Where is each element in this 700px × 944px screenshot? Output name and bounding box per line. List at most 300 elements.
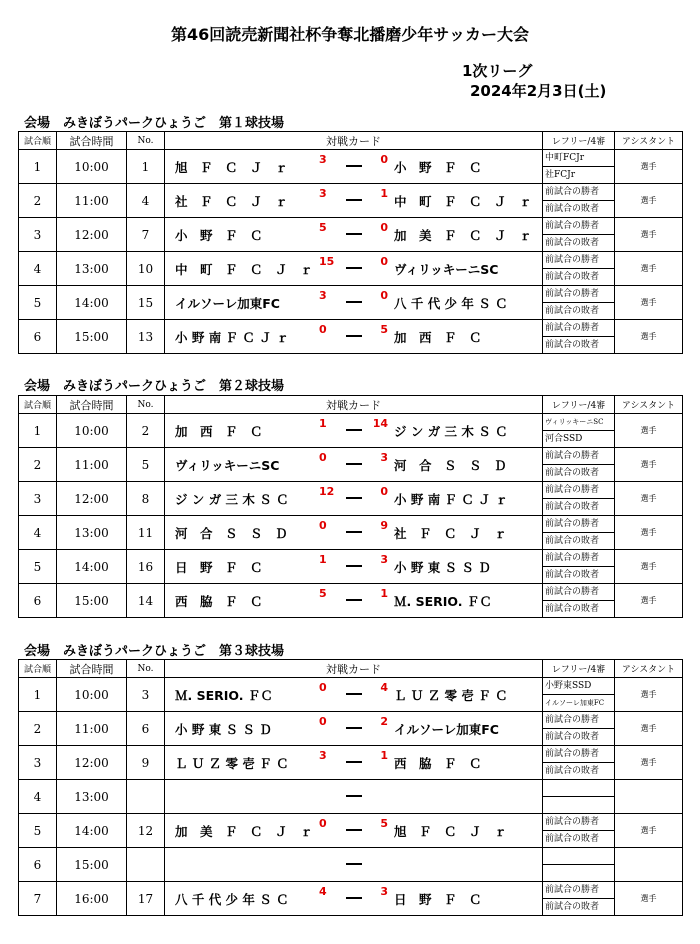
away-score: 1 <box>380 187 388 200</box>
match-time: 14:00 <box>57 814 127 848</box>
referee-cell <box>543 320 615 354</box>
match-card <box>165 712 543 746</box>
match-card <box>165 448 543 482</box>
match-time: 12:00 <box>57 218 127 252</box>
referee-fourth: 前試合の敗者 <box>545 604 600 614</box>
col-header-referee: レフリー/4審 <box>543 660 615 678</box>
assistant-referee: 選手 <box>615 482 683 516</box>
match-card <box>165 746 543 780</box>
versus-dash <box>346 897 362 899</box>
match-card <box>165 678 543 712</box>
match-number: 5 <box>127 448 165 482</box>
home-team: 中 町 Ｆ Ｃ Ｊ ｒ <box>175 261 313 277</box>
referee-fourth: 前試合の敗者 <box>545 306 600 316</box>
referee-main: 前試合の勝者 <box>543 482 614 499</box>
referee-cell <box>543 780 615 814</box>
match-card <box>165 252 543 286</box>
referee-main <box>543 848 614 865</box>
home-team: イルソーレ加東FC <box>175 295 280 311</box>
versus-dash <box>346 531 362 533</box>
away-score: 0 <box>380 485 388 498</box>
referee-cell <box>543 414 615 448</box>
match-order: 1 <box>19 414 57 448</box>
away-team: 加 美 Ｆ Ｃ Ｊ ｒ <box>394 227 532 243</box>
away-score: 5 <box>380 323 388 336</box>
referee-main: ヴィリッキーニSC <box>543 414 614 431</box>
table-row <box>19 584 683 618</box>
col-header-no: No. <box>127 396 165 414</box>
home-team: Ｌ Ｕ Ｚ 零 壱 Ｆ Ｃ <box>175 755 289 771</box>
match-order: 3 <box>19 482 57 516</box>
table-row <box>19 482 683 516</box>
away-team: イルソーレ加東FC <box>394 721 499 737</box>
referee-fourth <box>543 797 614 813</box>
assistant-referee <box>615 848 683 882</box>
home-team: Ｍ. SERIO. ＦＣ <box>175 687 273 703</box>
referee-cell <box>543 218 615 252</box>
col-header-order: 試合順 <box>19 396 57 414</box>
referee-cell <box>543 848 615 882</box>
referee-main: 前試合の勝者 <box>543 218 614 235</box>
match-order: 4 <box>19 516 57 550</box>
referee-fourth: 前試合の敗者 <box>545 468 600 478</box>
col-header-no: No. <box>127 132 165 150</box>
col-header-time: 試合時間 <box>57 132 127 150</box>
referee-cell <box>543 184 615 218</box>
match-time: 12:00 <box>57 746 127 780</box>
match-card <box>165 286 543 320</box>
referee-fourth: 前試合の敗者 <box>545 570 600 580</box>
schedule-table <box>18 131 683 354</box>
assistant-referee: 選手 <box>615 814 683 848</box>
home-score: 3 <box>319 187 327 200</box>
match-card <box>165 882 543 916</box>
home-score: 12 <box>319 485 335 498</box>
referee-cell <box>543 482 615 516</box>
score-box <box>315 780 392 813</box>
versus-dash <box>346 565 362 567</box>
table-row <box>19 320 683 354</box>
home-team: 日 野 Ｆ Ｃ <box>175 559 263 575</box>
score-box <box>315 448 392 481</box>
match-card <box>165 516 543 550</box>
match-order: 6 <box>19 584 57 618</box>
away-score: 3 <box>380 885 388 898</box>
away-team: 中 町 Ｆ Ｃ Ｊ ｒ <box>394 193 532 209</box>
table-row <box>19 780 683 814</box>
match-number: 8 <box>127 482 165 516</box>
match-number: 6 <box>127 712 165 746</box>
match-number: 11 <box>127 516 165 550</box>
referee-main: 前試合の勝者 <box>543 448 614 465</box>
assistant-referee: 選手 <box>615 584 683 618</box>
match-number: 14 <box>127 584 165 618</box>
referee-cell <box>543 678 615 712</box>
referee-cell <box>543 712 615 746</box>
referee-main: 前試合の勝者 <box>543 584 614 601</box>
assistant-referee: 選手 <box>615 712 683 746</box>
home-score: 0 <box>319 715 327 728</box>
match-card <box>165 780 543 814</box>
away-score: 5 <box>380 817 388 830</box>
referee-main: 前試合の勝者 <box>543 516 614 533</box>
versus-dash <box>346 693 362 695</box>
match-time: 11:00 <box>57 712 127 746</box>
match-time: 14:00 <box>57 550 127 584</box>
match-time: 13:00 <box>57 252 127 286</box>
referee-fourth: 前試合の敗者 <box>545 732 600 742</box>
referee-main: 前試合の勝者 <box>543 252 614 269</box>
referee-fourth: 前試合の敗者 <box>545 766 600 776</box>
match-number: 9 <box>127 746 165 780</box>
score-box <box>315 678 392 711</box>
referee-main: 前試合の勝者 <box>543 286 614 303</box>
match-number: 12 <box>127 814 165 848</box>
venue-heading: 会場 みきぼうパークひょうご 第１球技場 <box>24 116 285 131</box>
match-number: 10 <box>127 252 165 286</box>
table-header-row <box>19 396 683 414</box>
versus-dash <box>346 233 362 235</box>
referee-main: 前試合の勝者 <box>543 550 614 567</box>
round-label: 1次リーグ <box>462 62 533 80</box>
col-header-assistant: アシスタント <box>615 660 683 678</box>
assistant-referee <box>615 780 683 814</box>
away-team: 西 脇 Ｆ Ｃ <box>394 755 482 771</box>
home-score: 0 <box>319 519 327 532</box>
referee-main: 前試合の勝者 <box>543 320 614 337</box>
col-header-assistant: アシスタント <box>615 132 683 150</box>
match-order: 4 <box>19 252 57 286</box>
match-card <box>165 150 543 184</box>
page-title: 第46回読売新聞社杯争奪北播磨少年サッカー大会 <box>171 25 529 44</box>
match-card <box>165 550 543 584</box>
away-team: 日 野 Ｆ Ｃ <box>394 891 482 907</box>
match-order: 4 <box>19 780 57 814</box>
match-number: 13 <box>127 320 165 354</box>
home-team: ヴィリッキーニSC <box>175 457 280 473</box>
match-card <box>165 848 543 882</box>
col-header-card: 対戦カード <box>165 660 543 678</box>
score-box <box>315 414 392 447</box>
home-team: 加 美 Ｆ Ｃ Ｊ ｒ <box>175 823 313 839</box>
col-header-assistant: アシスタント <box>615 396 683 414</box>
home-team: 八 千 代 少 年 Ｓ Ｃ <box>175 891 289 907</box>
home-team: 旭 Ｆ Ｃ Ｊ ｒ <box>175 159 288 175</box>
referee-main: 小野東SSD <box>543 678 614 695</box>
col-header-time: 試合時間 <box>57 396 127 414</box>
versus-dash <box>346 301 362 303</box>
referee-fourth: 社FCJr <box>545 170 576 180</box>
score-box <box>315 286 392 319</box>
match-time: 13:00 <box>57 780 127 814</box>
away-team: 社 Ｆ Ｃ Ｊ ｒ <box>394 525 507 541</box>
assistant-referee: 選手 <box>615 550 683 584</box>
home-score: 0 <box>319 681 327 694</box>
home-team: 小 野 南 Ｆ Ｃ Ｊ ｒ <box>175 329 289 345</box>
home-team: 加 西 Ｆ Ｃ <box>175 423 263 439</box>
away-score: 0 <box>380 255 388 268</box>
referee-main: 前試合の勝者 <box>543 712 614 729</box>
referee-fourth: 前試合の敗者 <box>545 340 600 350</box>
table-row <box>19 414 683 448</box>
match-order: 2 <box>19 184 57 218</box>
assistant-referee: 選手 <box>615 678 683 712</box>
col-header-card: 対戦カード <box>165 396 543 414</box>
referee-fourth: 前試合の敗者 <box>545 834 600 844</box>
versus-dash <box>346 795 362 797</box>
match-order: 1 <box>19 150 57 184</box>
match-order: 5 <box>19 550 57 584</box>
match-card <box>165 184 543 218</box>
col-header-referee: レフリー/4審 <box>543 132 615 150</box>
score-box <box>315 150 392 183</box>
match-number: 7 <box>127 218 165 252</box>
table-row <box>19 882 683 916</box>
score-box <box>315 550 392 583</box>
versus-dash <box>346 727 362 729</box>
referee-cell <box>543 584 615 618</box>
away-team: 小 野 南 Ｆ Ｃ Ｊ ｒ <box>394 491 508 507</box>
referee-fourth: 前試合の敗者 <box>545 272 600 282</box>
match-time: 12:00 <box>57 482 127 516</box>
home-score: 1 <box>319 553 327 566</box>
table-row <box>19 252 683 286</box>
home-team: ジ ン ガ 三 木 Ｓ Ｃ <box>175 491 289 507</box>
home-score: 3 <box>319 749 327 762</box>
table-row <box>19 218 683 252</box>
referee-main: 前試合の勝者 <box>543 746 614 763</box>
match-order: 6 <box>19 320 57 354</box>
away-team: Ｍ. SERIO. ＦＣ <box>394 593 492 609</box>
score-box <box>315 516 392 549</box>
match-card <box>165 814 543 848</box>
home-team: 社 Ｆ Ｃ Ｊ ｒ <box>175 193 288 209</box>
assistant-referee: 選手 <box>615 320 683 354</box>
away-team: 八 千 代 少 年 Ｓ Ｃ <box>394 295 508 311</box>
referee-main: 前試合の勝者 <box>543 184 614 201</box>
match-time: 11:00 <box>57 448 127 482</box>
versus-dash <box>346 429 362 431</box>
assistant-referee: 選手 <box>615 184 683 218</box>
match-card <box>165 320 543 354</box>
assistant-referee: 選手 <box>615 746 683 780</box>
table-row <box>19 746 683 780</box>
table-row <box>19 550 683 584</box>
away-score: 9 <box>380 519 388 532</box>
table-row <box>19 286 683 320</box>
away-score: 1 <box>380 749 388 762</box>
referee-cell <box>543 448 615 482</box>
referee-fourth: 前試合の敗者 <box>545 238 600 248</box>
schedule-table <box>18 659 683 916</box>
table-header-row <box>19 132 683 150</box>
assistant-referee: 選手 <box>615 286 683 320</box>
match-time: 11:00 <box>57 184 127 218</box>
away-team: ジ ン ガ 三 木 Ｓ Ｃ <box>394 423 508 439</box>
versus-dash <box>346 199 362 201</box>
col-header-time: 試合時間 <box>57 660 127 678</box>
away-score: 4 <box>380 681 388 694</box>
versus-dash <box>346 463 362 465</box>
away-score: 1 <box>380 587 388 600</box>
away-score: 2 <box>380 715 388 728</box>
versus-dash <box>346 599 362 601</box>
match-order: 5 <box>19 286 57 320</box>
col-header-referee: レフリー/4審 <box>543 396 615 414</box>
match-order: 2 <box>19 712 57 746</box>
match-time: 10:00 <box>57 150 127 184</box>
referee-cell <box>543 150 615 184</box>
match-time: 13:00 <box>57 516 127 550</box>
away-score: 14 <box>372 417 388 430</box>
assistant-referee: 選手 <box>615 218 683 252</box>
table-row <box>19 448 683 482</box>
versus-dash <box>346 497 362 499</box>
score-box <box>315 218 392 251</box>
home-score: 0 <box>319 451 327 464</box>
match-time: 15:00 <box>57 320 127 354</box>
match-time: 10:00 <box>57 678 127 712</box>
home-score: 0 <box>319 323 327 336</box>
home-score: 0 <box>319 817 327 830</box>
versus-dash <box>346 335 362 337</box>
assistant-referee: 選手 <box>615 882 683 916</box>
col-header-order: 試合順 <box>19 660 57 678</box>
assistant-referee: 選手 <box>615 516 683 550</box>
match-number <box>127 848 165 882</box>
referee-main: 前試合の勝者 <box>543 814 614 831</box>
table-row <box>19 150 683 184</box>
table-row <box>19 678 683 712</box>
away-score: 0 <box>380 289 388 302</box>
match-time: 15:00 <box>57 584 127 618</box>
home-score: 3 <box>319 289 327 302</box>
match-number <box>127 780 165 814</box>
table-row <box>19 814 683 848</box>
home-score: 4 <box>319 885 327 898</box>
referee-cell <box>543 814 615 848</box>
referee-main: 中町FCJr <box>543 150 614 167</box>
match-order: 1 <box>19 678 57 712</box>
match-order: 6 <box>19 848 57 882</box>
match-order: 2 <box>19 448 57 482</box>
referee-cell <box>543 882 615 916</box>
away-team: 河 合 Ｓ Ｓ Ｄ <box>394 457 507 473</box>
away-team: 加 西 Ｆ Ｃ <box>394 329 482 345</box>
referee-fourth: 前試合の敗者 <box>545 502 600 512</box>
match-number: 17 <box>127 882 165 916</box>
referee-fourth: イルソーレ加東FC <box>545 699 605 707</box>
versus-dash <box>346 165 362 167</box>
referee-fourth: 河合SSD <box>545 434 583 444</box>
venue-heading: 会場 みきぼうパークひょうご 第３球技場 <box>24 644 285 659</box>
match-time: 15:00 <box>57 848 127 882</box>
referee-cell <box>543 746 615 780</box>
away-team: Ｌ Ｕ Ｚ 零 壱 Ｆ Ｃ <box>394 687 508 703</box>
away-team: 小 野 東 Ｓ Ｓ Ｄ <box>394 559 491 575</box>
score-box <box>315 184 392 217</box>
table-row <box>19 712 683 746</box>
score-box <box>315 814 392 847</box>
home-team: 小 野 東 Ｓ Ｓ Ｄ <box>175 721 272 737</box>
score-box <box>315 882 392 915</box>
score-box <box>315 252 392 285</box>
score-box <box>315 482 392 515</box>
match-number: 15 <box>127 286 165 320</box>
home-score: 5 <box>319 587 327 600</box>
table-row <box>19 848 683 882</box>
col-header-order: 試合順 <box>19 132 57 150</box>
referee-cell <box>543 286 615 320</box>
away-team: 旭 Ｆ Ｃ Ｊ ｒ <box>394 823 507 839</box>
referee-fourth: 前試合の敗者 <box>545 536 600 546</box>
referee-cell <box>543 252 615 286</box>
home-score: 1 <box>319 417 327 430</box>
score-box <box>315 320 392 353</box>
match-time: 10:00 <box>57 414 127 448</box>
away-score: 0 <box>380 153 388 166</box>
referee-main: 前試合の勝者 <box>543 882 614 899</box>
versus-dash <box>346 829 362 831</box>
away-score: 0 <box>380 221 388 234</box>
referee-cell <box>543 550 615 584</box>
col-header-card: 対戦カード <box>165 132 543 150</box>
home-score: 5 <box>319 221 327 234</box>
away-score: 3 <box>380 553 388 566</box>
match-number: 2 <box>127 414 165 448</box>
schedule-table <box>18 395 683 618</box>
match-card <box>165 482 543 516</box>
score-box <box>315 584 392 617</box>
home-team: 河 合 Ｓ Ｓ Ｄ <box>175 525 288 541</box>
match-number: 16 <box>127 550 165 584</box>
referee-main <box>543 780 614 797</box>
match-order: 7 <box>19 882 57 916</box>
match-number: 1 <box>127 150 165 184</box>
assistant-referee: 選手 <box>615 448 683 482</box>
table-row <box>19 516 683 550</box>
match-card <box>165 414 543 448</box>
assistant-referee: 選手 <box>615 414 683 448</box>
match-time: 16:00 <box>57 882 127 916</box>
score-box <box>315 848 392 881</box>
away-team: ヴィリッキーニSC <box>394 261 499 277</box>
home-team: 西 脇 Ｆ Ｃ <box>175 593 263 609</box>
event-date: 2024年2月3日(土) <box>470 82 607 100</box>
away-team: 小 野 Ｆ Ｃ <box>394 159 482 175</box>
match-number: 3 <box>127 678 165 712</box>
match-time: 14:00 <box>57 286 127 320</box>
match-order: 3 <box>19 746 57 780</box>
venue-heading: 会場 みきぼうパークひょうご 第２球技場 <box>24 379 285 394</box>
versus-dash <box>346 761 362 763</box>
match-order: 3 <box>19 218 57 252</box>
assistant-referee: 選手 <box>615 150 683 184</box>
versus-dash <box>346 863 362 865</box>
match-number: 4 <box>127 184 165 218</box>
referee-fourth <box>543 865 614 881</box>
away-score: 3 <box>380 451 388 464</box>
home-score: 3 <box>319 153 327 166</box>
referee-fourth: 前試合の敗者 <box>545 902 600 912</box>
referee-fourth: 前試合の敗者 <box>545 204 600 214</box>
col-header-no: No. <box>127 660 165 678</box>
match-order: 5 <box>19 814 57 848</box>
match-card <box>165 218 543 252</box>
score-box <box>315 746 392 779</box>
versus-dash <box>346 267 362 269</box>
table-header-row <box>19 660 683 678</box>
